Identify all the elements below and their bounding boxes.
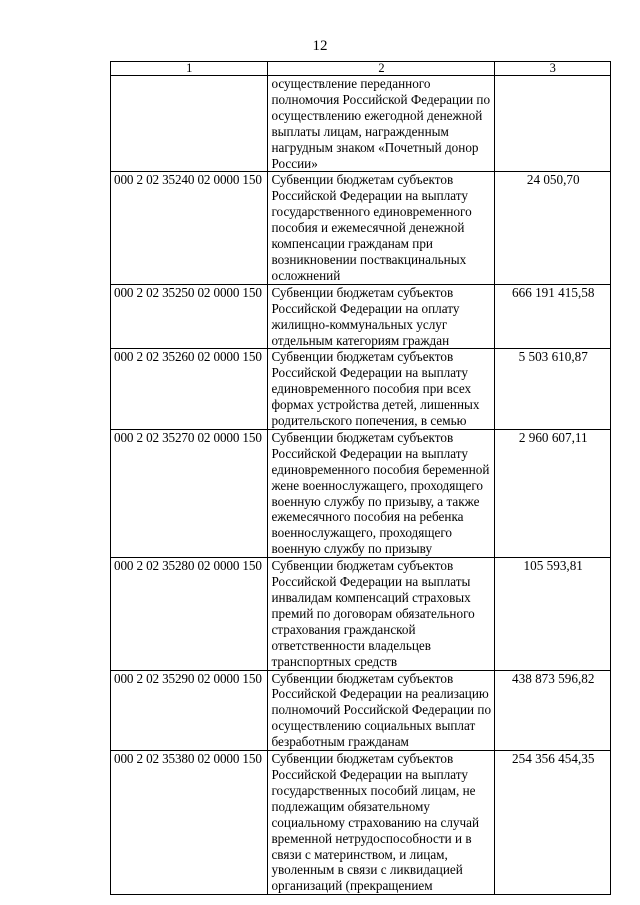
description-cell: Субвенции бюджетам субъектов Российской Федерации на реализацию полномочий Российской Федерации по осуществлению социальных выплат безработным гражданам [268,670,495,751]
budget-code-cell [111,76,268,172]
description-cell: Субвенции бюджетам субъектов Российской Федерации на выплату государственных пособий лицам, не подлежащим обязательному социальному страхованию на случай временной нетрудоспособности и в связи с материнством, и лицам, уволенным в связи с ликвидацией организаций (прекращением [268,751,495,895]
description-cell: Субвенции бюджетам субъектов Российской Федерации на выплату единовременного пособия беременной жене военнослужащего, проходящего военную службу по призыву, а также ежемесячного пособия на ребенка военнослужащего, проходящего военную службу по призыву [268,429,495,557]
page-number: 12 [312,38,328,54]
budget-table [110,61,611,895]
table-row [111,558,611,670]
description-cell: осуществление переданного полномочия Российской Федерации по осуществлению ежегодной денежной выплаты лицам, награжденным нагрудным знаком «Почетный донор России» [268,76,495,172]
amount-cell: 24 050,70 [495,172,611,284]
table-row [111,284,611,349]
budget-code-cell: 000 2 02 35380 02 0000 150 [111,751,268,895]
budget-code-cell: 000 2 02 35260 02 0000 150 [111,349,268,430]
description-cell: Субвенции бюджетам субъектов Российской Федерации на оплату жилищно-коммунальных услуг отдельным категориям граждан [268,284,495,349]
table-header-row [111,62,611,76]
amount-cell: 5 503 610,87 [495,349,611,430]
description-cell: Субвенции бюджетам субъектов Российской Федерации на выплаты инвалидам компенсаций страховых премий по договорам обязательного страхования гражданской ответственности владельцев транспортных средств [268,558,495,670]
budget-code-cell: 000 2 02 35290 02 0000 150 [111,670,268,751]
amount-cell: 438 873 596,82 [495,670,611,751]
amount-cell: 666 191 415,58 [495,284,611,349]
table-row [111,670,611,751]
amount-cell: 105 593,81 [495,558,611,670]
description-cell: Субвенции бюджетам субъектов Российской Федерации на выплату единовременного пособия при всех формах устройства детей, лишенных родительского попечения, в семью [268,349,495,430]
table-row [111,349,611,430]
budget-code-cell: 000 2 02 35240 02 0000 150 [111,172,268,284]
budget-code-cell: 000 2 02 35270 02 0000 150 [111,429,268,557]
table-row [111,429,611,557]
amount-cell [495,76,611,172]
column-header-3: 3 [495,62,611,76]
table-row [111,751,611,895]
column-header-2: 2 [268,62,495,76]
description-cell: Субвенции бюджетам субъектов Российской Федерации на выплату государственного единовременного пособия и ежемесячной денежной компенсации гражданам при возникновении поствакцинальных осложнений [268,172,495,284]
budget-code-cell: 000 2 02 35250 02 0000 150 [111,284,268,349]
column-header-1: 1 [111,62,268,76]
amount-cell: 2 960 607,11 [495,429,611,557]
budget-code-cell: 000 2 02 35280 02 0000 150 [111,558,268,670]
amount-cell: 254 356 454,35 [495,751,611,895]
table-row [111,76,611,172]
table-row [111,172,611,284]
